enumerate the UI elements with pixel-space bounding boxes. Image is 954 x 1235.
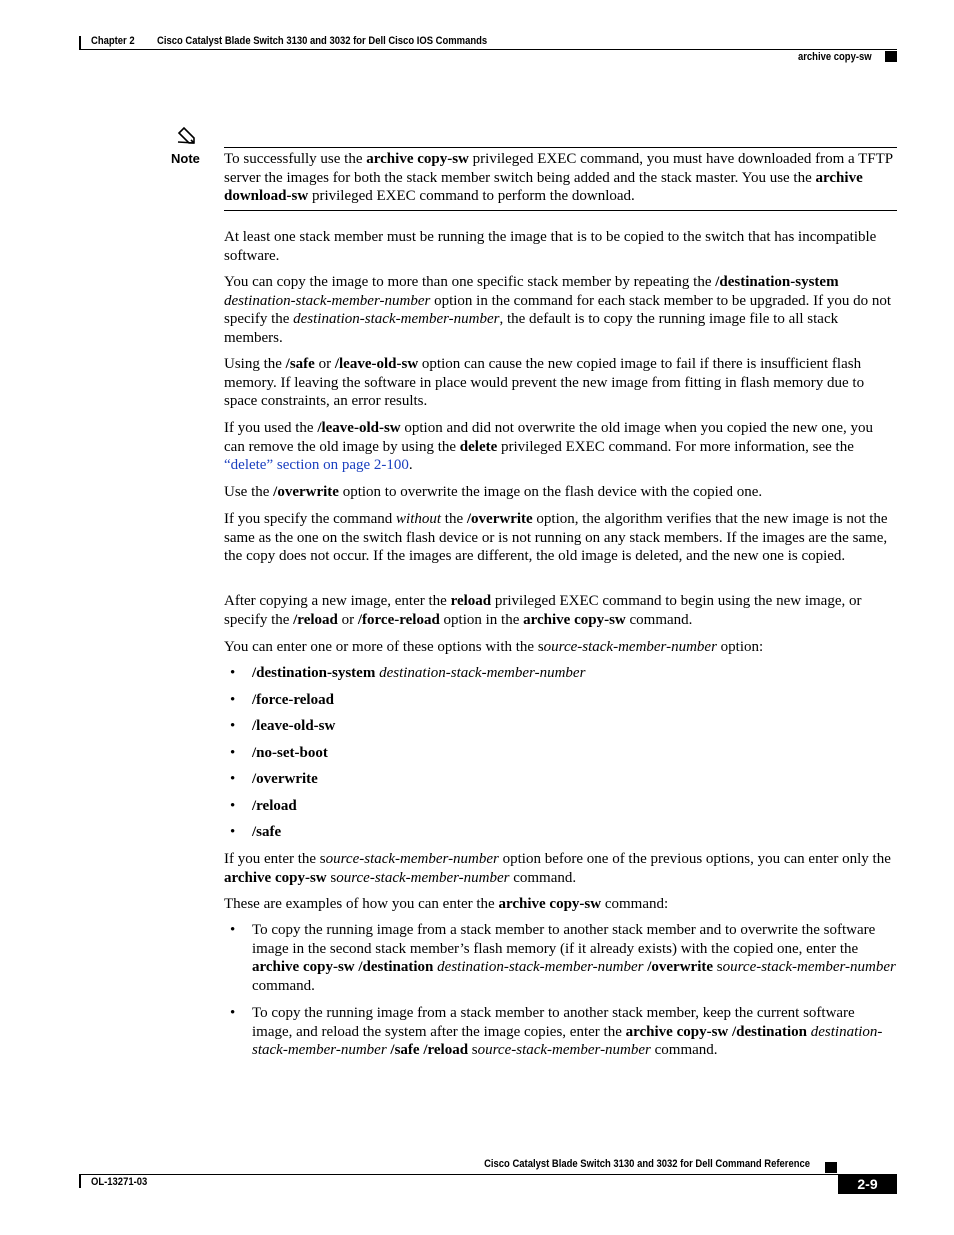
pencil-icon: [174, 125, 200, 147]
header-marker: [885, 51, 897, 62]
note-top-rule: [224, 147, 897, 148]
note-label: Note: [171, 151, 200, 166]
example-safe-reload: • To copy the running image from a stack member to another stack member, keep the current software image, and reload the system after the image copies, enter the archive copy-sw /destination destination-stack-member-number /safe /reload source-stack-member-number command.: [230, 1005, 883, 1059]
delete-section-link[interactable]: “delete” section on page 2-100: [224, 457, 409, 474]
footer-page-number: 2-9: [857, 1176, 878, 1192]
header-title: Cisco Catalyst Blade Switch 3130 and 3032 for Dell Cisco IOS Commands: [157, 35, 488, 47]
paragraph-examples-intro: These are examples of how you can enter the archive copy-sw command:: [224, 896, 669, 912]
footer-left-bar: [79, 1174, 81, 1188]
paragraph-stack-member: At least one stack member must be running the image that is to be copied to the switch that has incompatible software.: [224, 229, 877, 264]
paragraph-options-intro: You can enter one or more of these options with the source-stack-member-number option:: [224, 639, 764, 655]
paragraph-destination: You can copy the image to more than one specific stack member by repeating the /destination-system destination-stack-member-number option in the command for each stack member to be upgraded. If you do not specify the destination-stack-member-number, the default is to copy the running image file to all stack members.: [224, 274, 892, 347]
paragraph-safe: Using the /safe or /leave-old-sw option can cause the new copied image to fail if there is insufficient flash memory. If leaving the software in place would prevent the new image from fitting in flash memory due to space constraints, an error results.: [224, 356, 865, 410]
note-text: To successfully use the archive copy-sw privileged EXEC command, you must have downloaded from a TFTP server the images for both the stack member switch being added and the stack master. You use the archive download-sw privileged EXEC command to perform the download.: [224, 151, 893, 205]
footer-doc-id: OL-13271-03: [91, 1176, 148, 1188]
paragraph-overwrite: Use the /overwrite option to overwrite the image on the flash device with the copied one.: [224, 484, 763, 500]
paragraph-without: If you specify the command without the /overwrite option, the algorithm verifies that the new image is not the same as the one on the switch flash device or is not running on any stack members. If the images are the same, the copy does not occur. If the images are different, the old image is deleted, and the new one is copied.: [224, 511, 888, 565]
footer-title: Cisco Catalyst Blade Switch 3130 and 3032 for Dell Command Reference: [484, 1158, 810, 1170]
header-left-bar: [79, 36, 81, 50]
paragraph-source-before: If you enter the source-stack-member-number option before one of the previous options, you can enter only the archive copy-sw source-stack-member-number command.: [224, 851, 891, 886]
footer-page-box: [838, 1175, 897, 1194]
header-section: archive copy-sw: [798, 51, 872, 63]
paragraph-leave-old: If you used the /leave-old-sw option and did not overwrite the old image when you copied the new one, you can remove the old image by using the delete privileged EXEC command. For more information, see the “delete” section on page 2-100.: [224, 420, 874, 474]
example-overwrite: • To copy the running image from a stack member to another stack member and to overwrite the software image in the second stack member’s flash memory (if it already exists) with the copied one, enter the archive copy-sw /destination destination-stack-member-number /overwrite source-stack-member-number command.: [230, 922, 896, 995]
paragraph-reload: After copying a new image, enter the reload privileged EXEC command to begin using the new image, or specify the /reload or /force-reload option in the archive copy-sw command.: [224, 593, 862, 628]
note-bottom-rule: [224, 210, 897, 211]
footer-marker: [825, 1162, 837, 1173]
footer-rule: [79, 1174, 897, 1175]
header-chapter: Chapter 2: [91, 35, 135, 47]
header-rule: [79, 49, 897, 50]
